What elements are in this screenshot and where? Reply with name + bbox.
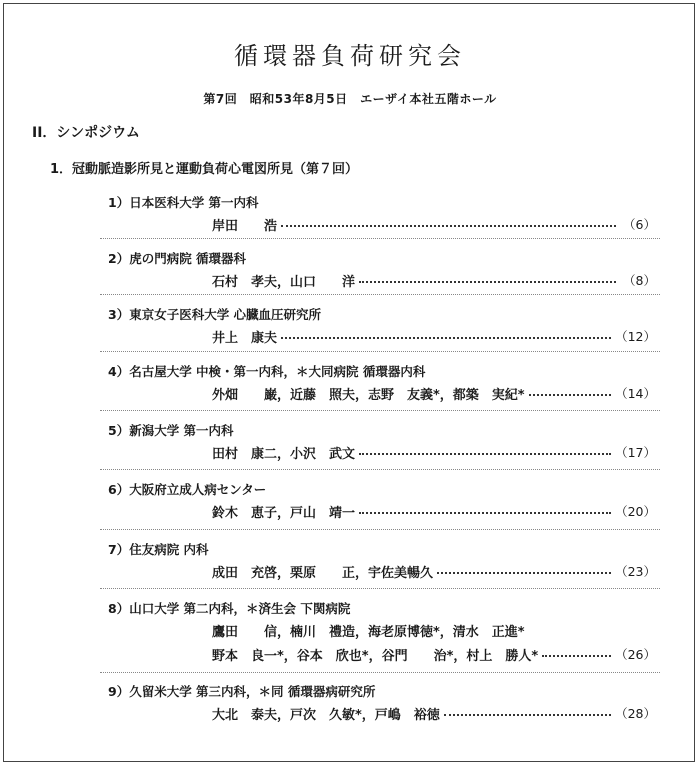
entry-affiliation: 1）日本医科大学 第一内科: [108, 195, 259, 210]
entry-affiliation: 2）虎の門病院 循環器科: [108, 251, 247, 266]
entry-authors: 石村 孝夫，山口 洋: [212, 274, 356, 290]
dot-leader: [444, 714, 611, 716]
entry-separator: [100, 410, 660, 411]
entry-author-line: [212, 704, 656, 722]
entry-author-line: [212, 562, 656, 580]
entry-affiliation: 3）東京女子医科大学 心臓血圧研究所: [108, 307, 322, 322]
entry-page-number: （26）: [615, 647, 656, 662]
entry-affiliation: 7）住友病院 内科: [108, 542, 209, 557]
entry-affiliation: 8）山口大学 第二内科，＊済生会 下関病院: [108, 601, 351, 616]
entry-authors: 野本 良一*，谷本 欣也*，谷門 治*，村上 勝人*: [212, 648, 539, 664]
dot-leader: [359, 512, 611, 514]
dot-leader: [359, 281, 616, 283]
entry-author-line: [212, 384, 656, 402]
entry-authors: 外畑 巌，近藤 照夫，志野 友義*，都築 実紀*: [212, 387, 525, 403]
section-heading: II．シンポジウム: [32, 125, 140, 141]
entry-page-number: （20）: [615, 504, 656, 519]
entry-authors: 成田 充啓，栗原 正，宇佐美暢久: [212, 565, 434, 581]
dot-leader: [281, 337, 611, 339]
entry-affiliation: 4）名古屋大学 中検・第一内科，＊大同病院 循環器内科: [108, 364, 426, 379]
entry-affiliation: 5）新潟大学 第一内科: [108, 423, 234, 438]
entry-author-line: [212, 327, 656, 345]
entry-authors: 井上 康夫: [212, 330, 278, 346]
entry-page-number: （23）: [615, 564, 656, 579]
entry-authors: 大北 泰夫，戸次 久敏*，戸嶋 裕徳: [212, 707, 440, 723]
entry-page-number: （14）: [615, 386, 656, 401]
entry-authors: 鈴木 恵子，戸山 靖一: [212, 505, 356, 521]
entry-page-number: （17）: [615, 445, 656, 460]
entry-page-number: （8）: [623, 273, 656, 288]
dot-leader: [437, 572, 611, 574]
dot-leader: [281, 225, 616, 227]
entry-author-line: [212, 645, 656, 663]
entry-author-line: [212, 443, 656, 461]
entry-separator: [100, 294, 660, 295]
entry-separator: [100, 672, 660, 673]
entry-authors: 田村 康二，小沢 武文: [212, 446, 356, 462]
page-title: 循環器負荷研究会: [234, 42, 466, 70]
dot-leader: [529, 394, 611, 396]
entry-separator: [100, 238, 660, 239]
dot-leader: [542, 655, 611, 657]
entry-affiliation: 9）久留米大学 第三内科，＊同 循環器病研究所: [108, 684, 376, 699]
entry-affiliation: 6）大阪府立成人病センター: [108, 482, 267, 497]
entry-author-line: [212, 621, 656, 639]
entry-author-line: [212, 215, 656, 233]
entry-separator: [100, 469, 660, 470]
entry-authors: 岸田 浩: [212, 218, 278, 234]
dot-leader: [359, 453, 611, 455]
entry-page-number: （12）: [615, 329, 656, 344]
entry-separator: [100, 529, 660, 530]
entry-author-line: [212, 271, 656, 289]
meeting-info: 第7回 昭和53年8月5日 エーザイ本社五階ホール: [203, 92, 497, 106]
subsection-heading: 1．冠動脈造影所見と運動負荷心電図所見（第７回）: [50, 162, 359, 177]
entry-separator: [100, 588, 660, 589]
entry-page-number: （6）: [623, 217, 656, 232]
entry-separator: [100, 351, 660, 352]
entry-authors: 鷹田 信，楠川 禮造，海老原博徳*，清水 正進*: [212, 624, 525, 640]
entry-page-number: （28）: [615, 706, 656, 721]
entry-author-line: [212, 502, 656, 520]
